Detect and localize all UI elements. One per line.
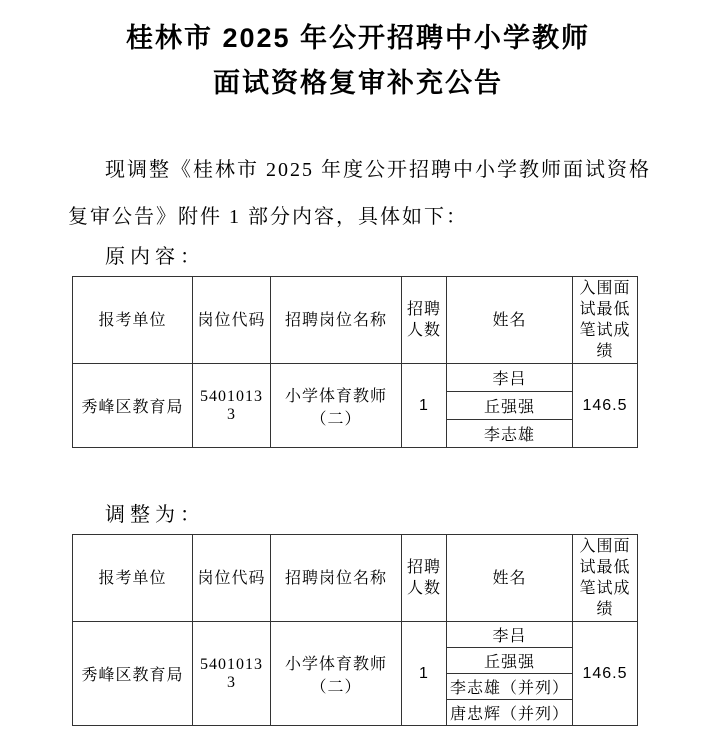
cell-post-title: 小学体育教师（二） [271, 364, 402, 448]
header-min-score: 入围面试最低笔试成绩 [573, 277, 638, 364]
intro-paragraph [68, 147, 676, 241]
header-post-code: 岗位代码 [193, 535, 271, 622]
header-min-score: 入围面试最低笔试成绩 [573, 535, 638, 622]
adjusted-content-label: 调整为： [105, 504, 205, 526]
cell-candidate-name: 李志雄 [447, 420, 573, 448]
cell-min-score: 146.5 [573, 364, 638, 448]
cell-candidate-name: 丘强强 [447, 648, 573, 674]
cell-candidate-name: 唐忠辉（并列） [447, 700, 573, 726]
adjusted-table [72, 534, 638, 726]
header-post-code: 岗位代码 [193, 277, 271, 364]
header-post-title: 招聘岗位名称 [271, 535, 402, 622]
original-content-label: 原内容： [105, 246, 205, 268]
table-row [73, 622, 638, 648]
cell-recruit-count: 1 [402, 622, 447, 726]
document-title [0, 16, 716, 106]
adjusted-table-header-row [73, 535, 638, 622]
cell-candidate-name: 李吕 [447, 364, 573, 392]
table-row [73, 364, 638, 392]
header-unit: 报考单位 [73, 535, 193, 622]
cell-min-score: 146.5 [573, 622, 638, 726]
cell-candidate-name: 李吕 [447, 622, 573, 648]
cell-unit: 秀峰区教育局 [73, 364, 193, 448]
cell-recruit-count: 1 [402, 364, 447, 448]
title-line-1: 桂林市 2025 年公开招聘中小学教师 [125, 23, 591, 53]
cell-candidate-name: 丘强强 [447, 392, 573, 420]
original-table-header-row [73, 277, 638, 364]
intro-line-2: 复审公告》附件 1 部分内容，具体如下： [68, 206, 468, 228]
intro-line-1: 现调整《桂林市 2025 年度公开招聘中小学教师面试资格 [105, 159, 651, 181]
cell-post-title: 小学体育教师（二） [271, 622, 402, 726]
original-table [72, 276, 638, 448]
cell-candidate-name: 李志雄（并列） [447, 674, 573, 700]
header-name: 姓名 [447, 277, 573, 364]
header-post-title: 招聘岗位名称 [271, 277, 402, 364]
cell-unit: 秀峰区教育局 [73, 622, 193, 726]
cell-post-code: 54010133 [193, 364, 271, 448]
header-recruit-count: 招聘人数 [402, 535, 447, 622]
header-name: 姓名 [447, 535, 573, 622]
title-line-2: 面试资格复审补充公告 [213, 68, 503, 98]
header-unit: 报考单位 [73, 277, 193, 364]
cell-post-code: 54010133 [193, 622, 271, 726]
header-recruit-count: 招聘人数 [402, 277, 447, 364]
